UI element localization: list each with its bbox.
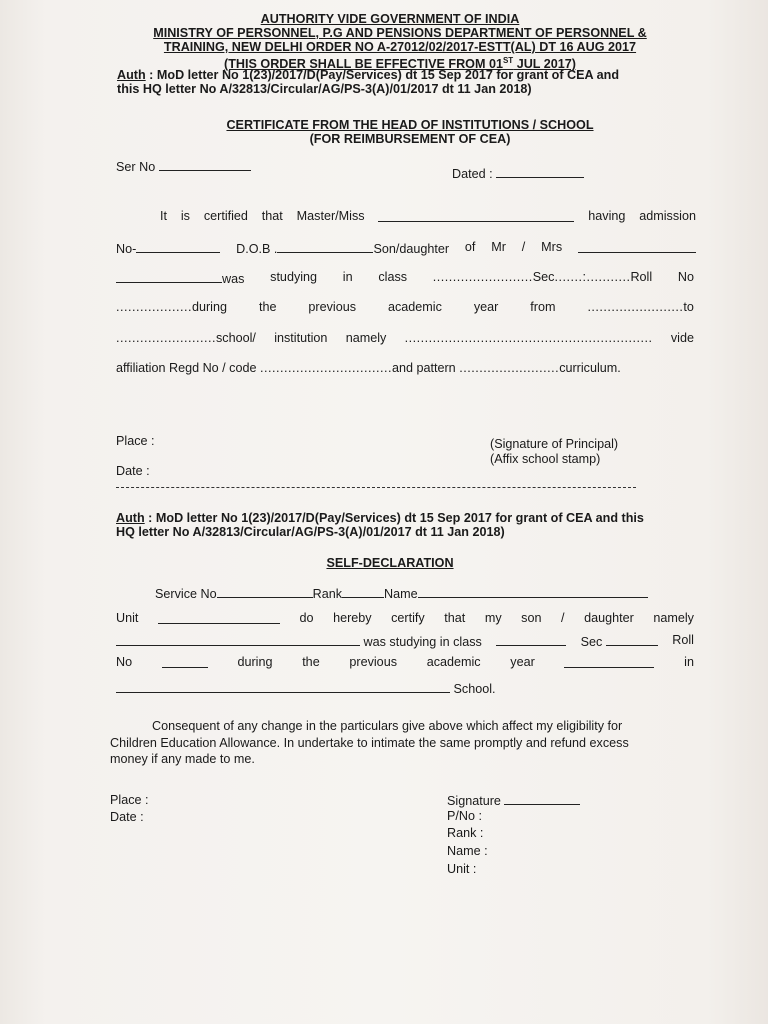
year-blank[interactable] — [564, 655, 654, 668]
auth2-label: Auth — [116, 511, 145, 525]
service-no-blank[interactable] — [217, 585, 313, 598]
decl-line-1: Service No Rank Name — [155, 585, 648, 602]
header-order — [110, 40, 690, 54]
header-authority — [120, 12, 660, 26]
cert-line-5: .........................school/ institution namely .............................................................. vide — [116, 331, 694, 345]
decl-line-4: No during the previous academic year in — [116, 655, 694, 669]
header-ministry — [110, 26, 690, 40]
header-line3: TRAINING, NEW DELHI ORDER NO A-27012/02/2017-ESTT(AL) DT 16 AUG 2017 — [163, 40, 637, 54]
name-blank[interactable] — [418, 585, 648, 598]
consequent-line-2: Children Education Allowance. In undertake to intimate the same promptly and refund excess — [110, 736, 629, 750]
cert-line-1: It is certified that Master/Miss having admission — [160, 209, 696, 223]
header-auth-line1 — [117, 68, 619, 82]
school-stamp: (Affix school stamp) — [490, 452, 601, 466]
cert-line-2: No- D.O.B . Son/daughter of Mr / Mrs — [116, 240, 696, 257]
class-student-blank[interactable] — [116, 270, 222, 283]
header-auth-label: Auth — [117, 68, 146, 82]
header-line4b: JUL 2017) — [513, 57, 576, 72]
sec-blank[interactable] — [606, 633, 658, 646]
school-name-blank[interactable] — [116, 680, 450, 693]
decl-unit: Unit : — [447, 862, 477, 876]
rank-blank[interactable] — [342, 585, 384, 598]
auth2-line1: Auth : MoD letter No 1(23)/2017/D(Pay/Services) dt 15 Sep 2017 for grant of CEA and this — [116, 511, 644, 525]
header-line4sup: ST — [502, 56, 514, 65]
child-name-blank[interactable] — [116, 633, 360, 646]
header-auth-text1: : MoD letter No 1(23)/2017/D(Pay/Services) dt 15 Sep 2017 for grant of CEA and — [145, 68, 620, 82]
consequent-line-1: Consequent of any change in the particulars give above which affect my eligibility for — [152, 719, 623, 733]
auth2-line2: HQ letter No A/32813/Circular/AG/PS-3(A)/01/2017 dt 11 Jan 2018) — [116, 525, 505, 539]
header-auth-line2: this HQ letter No A/32813/Circular/AG/PS-3(A)/01/2017 dt 11 Jan 2018) — [117, 82, 532, 96]
student-name-blank[interactable] — [378, 209, 574, 222]
header-line2: MINISTRY OF PERSONNEL, P.G AND PENSIONS DEPARTMENT OF PERSONNEL & — [153, 26, 647, 40]
ser-no-label: Ser No — [116, 160, 156, 174]
dob-blank[interactable] — [277, 240, 373, 253]
decl-place: Place : — [110, 793, 149, 807]
cert-place: Place : — [116, 434, 155, 448]
ser-no-field — [116, 158, 251, 175]
cert-date: Date : — [116, 464, 150, 478]
decl-line-3: was studying in class Sec Roll — [116, 633, 694, 650]
certificate-subtitle: (FOR REIMBURSEMENT OF CEA) — [309, 132, 511, 146]
class-blank[interactable] — [496, 633, 566, 646]
decl-line-2: Unit do hereby certify that my son / daughter namely — [116, 611, 694, 625]
ser-no-blank[interactable] — [159, 158, 251, 171]
header-line4a: (THIS ORDER SHALL BE EFFECTIVE FROM 01 — [224, 57, 503, 72]
header-line1: AUTHORITY VIDE GOVERNMENT OF INDIA — [260, 12, 520, 26]
cert-line-4: ...................during the previous academic year from ........................to — [116, 300, 694, 314]
parent-name-blank[interactable] — [578, 240, 696, 253]
principal-signature: (Signature of Principal) — [490, 437, 619, 451]
unit-blank[interactable] — [158, 611, 280, 624]
roll-no-blank[interactable] — [162, 655, 208, 668]
dated-blank[interactable] — [496, 165, 584, 178]
section-divider — [116, 487, 636, 488]
signature-blank[interactable] — [504, 792, 580, 805]
decl-line-5: School. — [116, 680, 496, 697]
decl-rank: Rank : — [447, 826, 484, 840]
self-declaration-title: SELF-DECLARATION — [326, 556, 454, 570]
decl-signature: Signature — [447, 792, 580, 809]
cert-line-6: affiliation Regd No / code .................................and pattern .........................curriculum. — [116, 361, 621, 375]
cert-line-3: was studying in class .........................Sec.......:...........Roll No — [116, 270, 694, 287]
admission-no-blank[interactable] — [136, 240, 220, 253]
decl-date: Date : — [110, 810, 144, 824]
certificate-title: CERTIFICATE FROM THE HEAD OF INSTITUTIONS / SCHOOL — [226, 118, 594, 132]
consequent-line-3: money if any made to me. — [110, 752, 255, 766]
dated-field — [452, 165, 584, 182]
decl-name: Name : — [447, 844, 488, 858]
decl-pno: P/No : — [447, 809, 482, 823]
dated-label: Dated : — [452, 167, 493, 181]
